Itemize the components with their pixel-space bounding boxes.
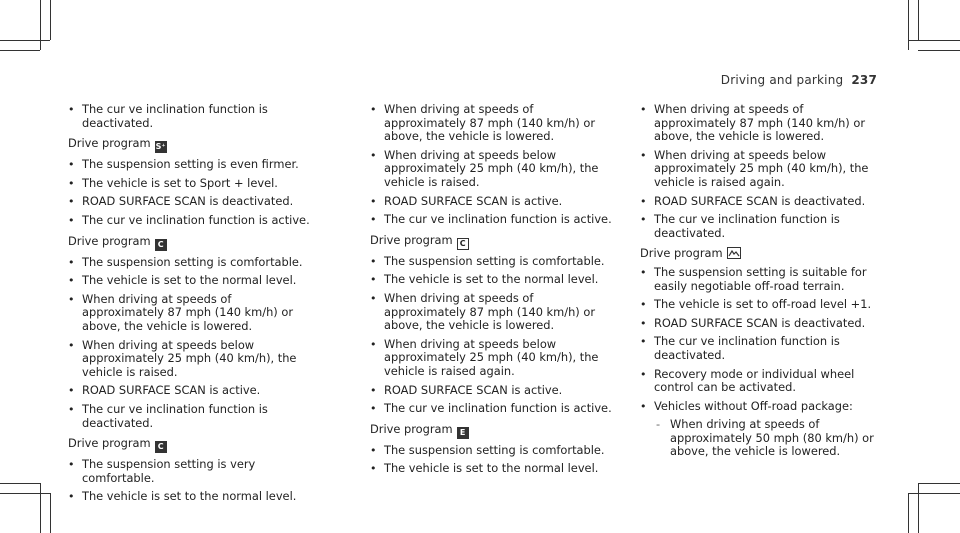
drive-program-heading: Drive program E: [370, 423, 615, 439]
list-item: • When driving at speeds of approximately 87 mph (140 km/h) or above, the vehicle is lowered.: [370, 103, 615, 144]
column-1: [68, 103, 313, 509]
list-item: • Vehicles without Off-road package:: [640, 400, 885, 414]
list-item: • ROAD SURFACE SCAN is deactivated.: [68, 195, 313, 209]
drive-program-eco-icon: E: [457, 427, 469, 439]
page-header: [721, 73, 877, 87]
list-item: • The vehicle is set to the normal level.: [68, 274, 313, 288]
list-item: • When driving at speeds below approximately 25 mph (40 km/h), the vehicle is raised.: [68, 339, 313, 380]
drive-program-comfort-icon: C: [155, 239, 167, 251]
list-item: • When driving at speeds of approximately 87 mph (140 km/h) or above, the vehicle is lowered.: [68, 293, 313, 334]
crop-mark: [40, 0, 41, 50]
crop-mark: [908, 493, 960, 494]
column-2: [370, 103, 615, 481]
list-item: • The suspension setting is very comfortable.: [68, 458, 313, 485]
list-item: • The suspension setting is suitable for easily negotiable off-road terrain.: [640, 266, 885, 293]
list-item: • ROAD SURFACE SCAN is deactivated.: [640, 317, 885, 331]
list-item: • When driving at speeds of approximately 87 mph (140 km/h) or above, the vehicle is lowered.: [640, 103, 885, 144]
list-item: • The vehicle is set to the normal level.: [370, 462, 615, 476]
crop-mark: [918, 483, 919, 533]
crop-mark: [908, 40, 960, 41]
list-item: • The cur ve inclination function is active.: [370, 213, 615, 227]
crop-mark: [40, 483, 41, 533]
drive-program-heading: Drive program S⁺: [68, 136, 166, 152]
crop-mark: [908, 493, 909, 533]
sub-list-item: - When driving at speeds of approximately 50 mph (80 km/h) or above, the vehicle is lowered.: [640, 418, 885, 459]
crop-mark: [0, 40, 50, 41]
list-item: • When driving at speeds of approximately 87 mph (140 km/h) or above, the vehicle is lowered.: [370, 292, 615, 333]
drive-program-sport-plus-icon: S⁺: [155, 142, 166, 152]
drive-program-heading: Drive program C: [68, 235, 313, 251]
list-item: • The cur ve inclination function is deactivated.: [640, 213, 885, 240]
list-item: • The suspension setting is comfortable.: [370, 255, 615, 269]
list-item: • The vehicle is set to off-road level +1.: [640, 298, 885, 312]
list-item: • The cur ve inclination function is active.: [68, 214, 313, 228]
list-item: • ROAD SURFACE SCAN is active.: [68, 384, 313, 398]
drive-program-heading: Drive program: [640, 247, 885, 261]
list-item: • ROAD SURFACE SCAN is active.: [370, 195, 615, 209]
crop-mark: [918, 50, 960, 51]
list-item: • When driving at speeds below approximately 25 mph (40 km/h), the vehicle is raised again.: [370, 338, 615, 379]
list-item: • The cur ve inclination function is deactivated.: [640, 335, 885, 362]
page-number: 237: [851, 73, 877, 87]
crop-mark: [0, 483, 40, 484]
column-3: [640, 103, 885, 464]
crop-mark: [0, 493, 50, 494]
list-item: • ROAD SURFACE SCAN is deactivated.: [640, 195, 885, 209]
list-item: • The vehicle is set to the normal level.: [370, 273, 615, 287]
list-item: • The vehicle is set to Sport + level.: [68, 177, 313, 191]
crop-mark: [0, 50, 40, 51]
drive-program-curve-icon: C: [155, 441, 167, 453]
list-item: • The cur ve inclination function is active.: [370, 402, 615, 416]
crop-mark: [918, 0, 919, 40]
list-item: • Recovery mode or individual wheel control can be activated.: [640, 368, 885, 395]
list-item: • When driving at speeds below approximately 25 mph (40 km/h), the vehicle is raised again.: [640, 149, 885, 190]
section-title: Driving and parking: [720, 73, 844, 87]
crop-mark: [50, 0, 51, 40]
list-item: • The suspension setting is even firmer.: [68, 158, 313, 172]
drive-program-heading: Drive program C: [68, 437, 313, 453]
drive-program-individual-icon: C: [457, 238, 469, 250]
list-item: • The vehicle is set to the normal level.: [68, 490, 313, 504]
drive-program-heading: Drive program C: [370, 234, 615, 250]
crop-mark: [50, 493, 51, 533]
list-item: • The cur ve inclination function is deactivated.: [68, 103, 313, 130]
list-item: • The suspension setting is comfortable.: [370, 444, 615, 458]
crop-mark: [908, 0, 909, 50]
crop-mark: [918, 483, 960, 484]
list-item: • ROAD SURFACE SCAN is active.: [370, 384, 615, 398]
list-item: • The suspension setting is comfortable.: [68, 256, 313, 270]
drive-program-offroad-icon: [727, 247, 741, 259]
list-item: • The cur ve inclination function is deactivated.: [68, 403, 313, 430]
list-item: • When driving at speeds below approximately 25 mph (40 km/h), the vehicle is raised.: [370, 149, 615, 190]
